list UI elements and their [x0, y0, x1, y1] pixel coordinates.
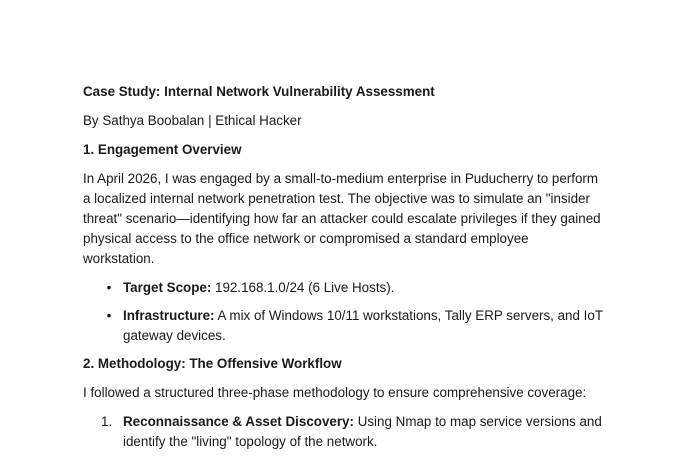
- document-title: Case Study: Internal Network Vulnerability Assessment: [83, 84, 435, 99]
- step-label: Reconnaissance & Asset Discovery:: [123, 414, 354, 429]
- bullet-marker: •: [106, 308, 112, 323]
- methodology-step-list: [83, 412, 603, 452]
- author-byline: By Sathya Boobalan | Ethical Hacker: [83, 113, 302, 128]
- section-heading-methodology: 2. Methodology: The Offensive Workflow: [83, 356, 342, 371]
- engagement-paragraph: In April 2026, I was engaged by a small-to-medium enterprise in Puducherry to perform a localized internal network penetration test. The objective was to simulate an "insider threat" scenario—identifying how far an attacker could escalate privileges if they gained physical access to the office network or compromised a standard employee workstation.: [83, 171, 601, 266]
- bullet-text: A mix of Windows 10/11 workstations, Tally ERP servers, and IoT gateway devices.: [123, 308, 603, 343]
- bullet-label: Target Scope:: [123, 280, 212, 295]
- scope-bullet-list: [83, 278, 603, 346]
- methodology-intro: I followed a structured three-phase methodology to ensure comprehensive coverage:: [83, 385, 587, 400]
- step-text: Using Nmap to map service versions and identify the "living" topology of the network.: [123, 414, 602, 449]
- list-item: [83, 412, 603, 452]
- bullet-label: Infrastructure:: [123, 308, 215, 323]
- section-heading-engagement: 1. Engagement Overview: [83, 142, 242, 157]
- bullet-text: 192.168.1.0/24 (6 Live Hosts).: [211, 280, 395, 295]
- list-item: [83, 278, 603, 298]
- document-content: [83, 82, 603, 460]
- list-item: [83, 306, 603, 346]
- step-number: 1.: [101, 414, 113, 429]
- bullet-marker: •: [106, 280, 112, 295]
